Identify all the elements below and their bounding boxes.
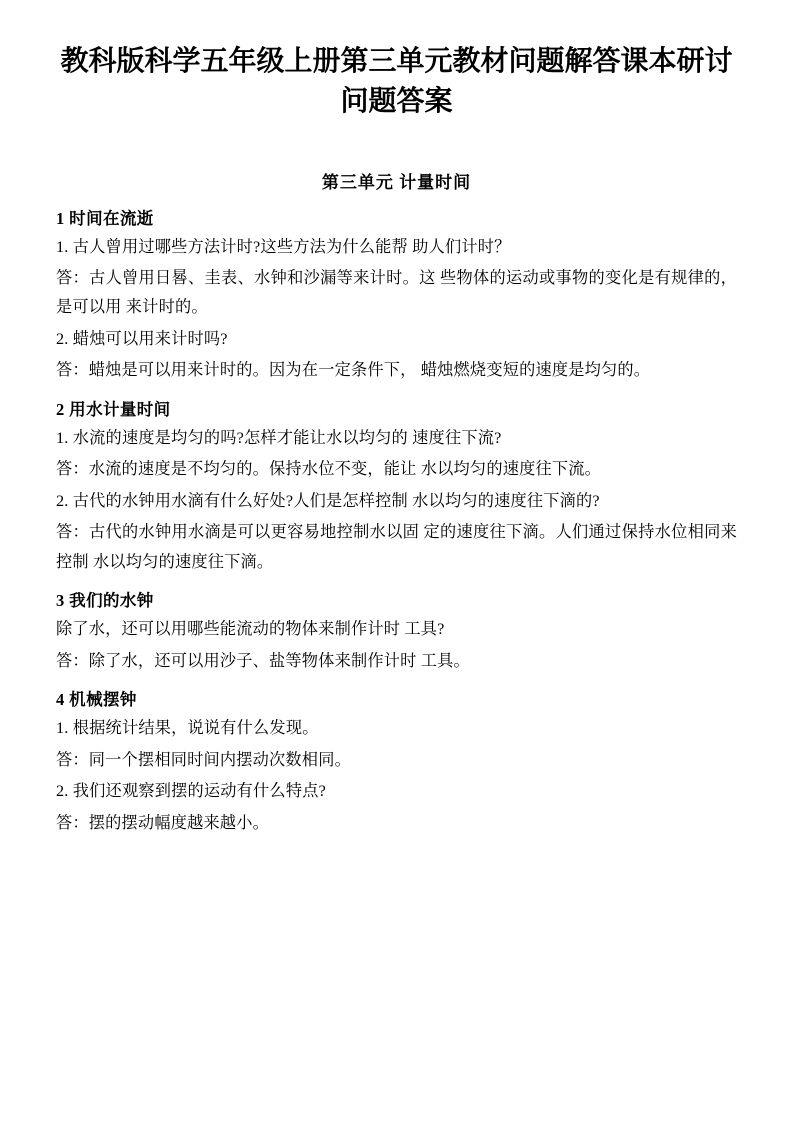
unit-heading: 第三单元 计量时间	[321, 172, 472, 192]
section-heading: 4 机械摆钟	[56, 690, 137, 710]
section-heading: 3 我们的水钟	[56, 591, 154, 611]
section-heading: 2 用水计量时间	[56, 399, 171, 419]
section-2	[56, 396, 737, 577]
section-3	[56, 587, 737, 676]
document-body	[56, 205, 737, 839]
paragraph: 2. 古代的水钟用水滴有什么好处?人们是怎样控制 水以均匀的速度往下滴的?	[56, 491, 600, 510]
paragraph: 2. 蜡烛可以用来计时吗?	[56, 329, 228, 348]
section-1	[56, 205, 737, 386]
paragraph: 答：同一个摆相同时间内摆动次数相同。	[56, 750, 351, 769]
page-title: 教科版科学五年级上册第三单元教材问题解答课本研讨问题答案	[60, 46, 733, 117]
paragraph: 1. 根据统计结果，说说有什么发现。	[56, 719, 319, 738]
paragraph: 答：水流的速度是不均匀的。保持水位不变，能让 水以均匀的速度往下流。	[56, 460, 602, 479]
section-heading: 1 时间在流逝	[56, 208, 154, 228]
paragraph: 1. 水流的速度是均匀的吗?怎样才能让水以均匀的 速度往下流?	[56, 428, 502, 447]
paragraph: 答：蜡烛是可以用来计时的。因为在一定条件下， 蜡烛燃烧变短的速度是均匀的。	[56, 361, 651, 380]
paragraph: 除了水，还可以用哪些能流动的物体来制作计时 工具?	[56, 620, 445, 639]
paragraph: 答：除了水，还可以用沙子、盐等物体来制作计时 工具。	[56, 651, 470, 670]
paragraph: 答：古代的水钟用水滴是可以更容易地控制水以固 定的速度往下滴。人们通过保持水位相同来控制 水以均匀的速度往下滴。	[56, 523, 737, 571]
paragraph: 2. 我们还观察到摆的运动有什么特点?	[56, 782, 326, 801]
paragraph: 答：摆的摆动幅度越来越小。	[56, 813, 270, 832]
paragraph: 1. 古人曾用过哪些方法计时?这些方法为什么能帮 助人们计时？	[56, 237, 511, 256]
paragraph: 答：古人曾用日晷、圭表、水钟和沙漏等来计时。这 些物体的运动或事物的变化是有规律的，是可以用 来计时的。	[56, 268, 737, 317]
section-4	[56, 686, 737, 838]
